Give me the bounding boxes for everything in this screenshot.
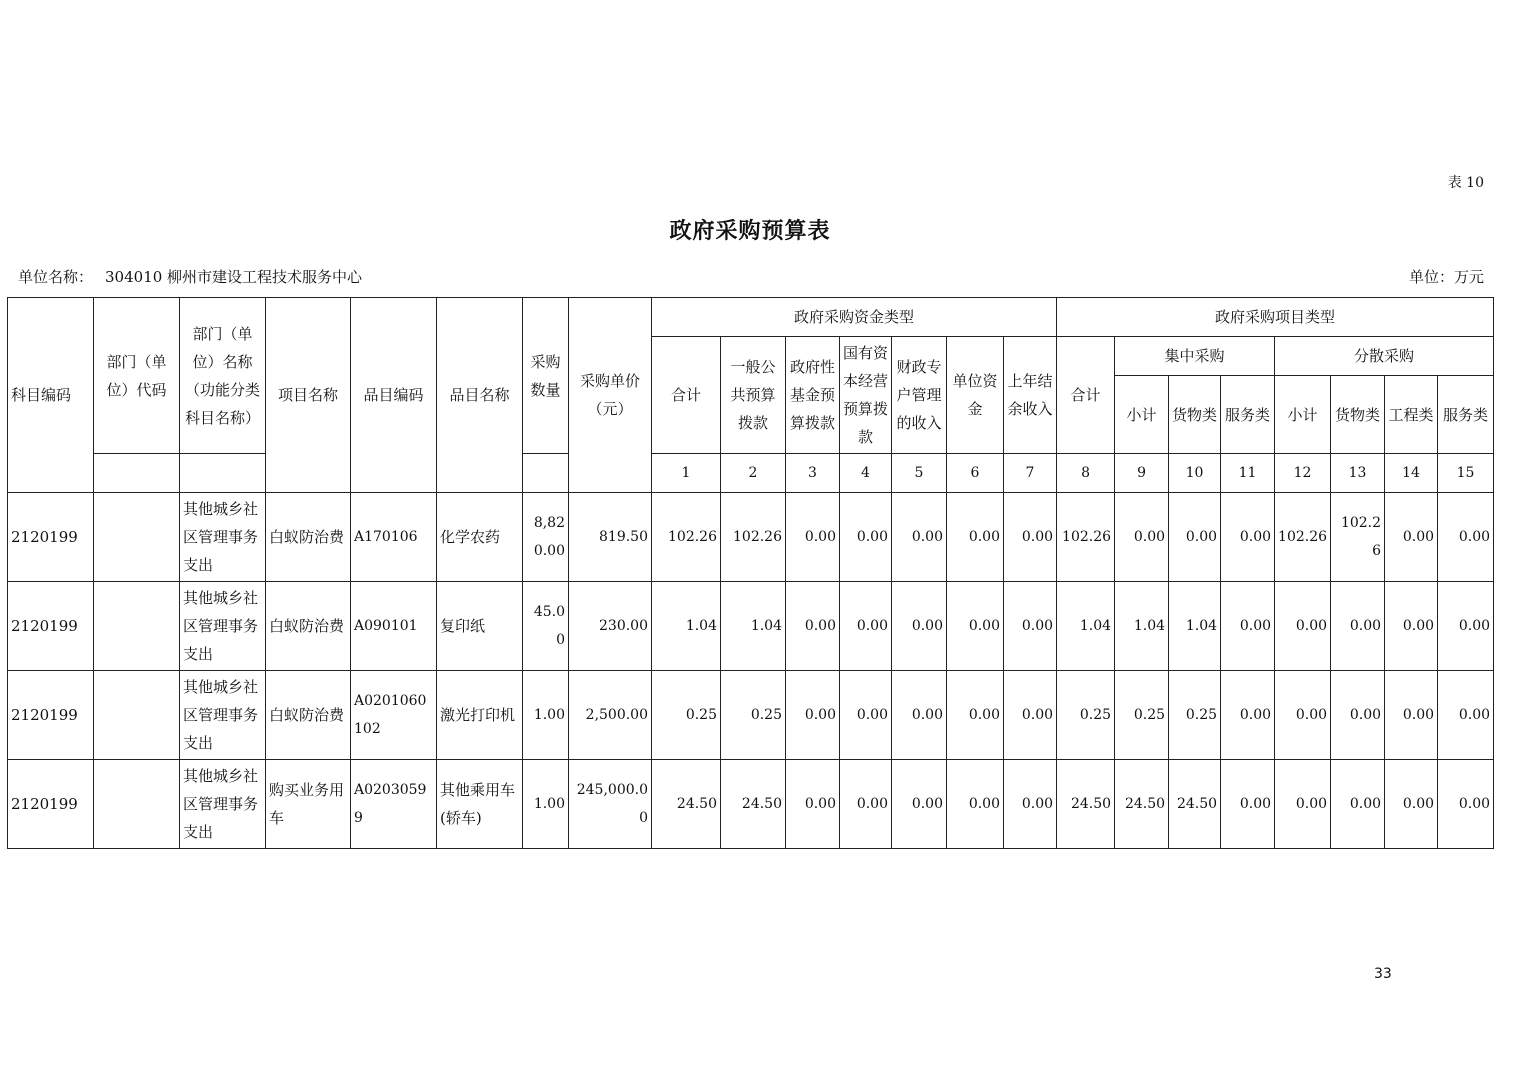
value-cell: 24.50 (1057, 760, 1115, 849)
header-central: 集中采购 (1115, 337, 1275, 376)
header-dispersed-subtotal: 小计 (1275, 376, 1331, 454)
column-number: 5 (892, 454, 947, 493)
subject-code-cell: 2120199 (8, 671, 94, 760)
value-cell: 24.50 (1115, 760, 1169, 849)
column-number: 11 (1221, 454, 1275, 493)
value-cell: 0.00 (947, 671, 1004, 760)
header-unit-price: 采购单价（元） (569, 298, 652, 493)
header-fund-type: 政府采购资金类型 (652, 298, 1057, 337)
header-quantity: 采购数量 (523, 298, 569, 454)
value-cell: 0.25 (721, 671, 786, 760)
dept-name-cell: 其他城乡社区管理事务支出 (180, 493, 266, 582)
value-cell: 0.00 (1275, 671, 1331, 760)
column-number: 12 (1275, 454, 1331, 493)
unit-name (18, 266, 362, 287)
project-name-cell: 购买业务用车 (266, 760, 351, 849)
value-cell: 0.00 (840, 671, 892, 760)
unit-price-cell: 2,500.00 (569, 671, 652, 760)
procurement-budget-table (7, 297, 1494, 849)
table-row (8, 671, 1494, 760)
empty-cell (94, 454, 180, 493)
value-cell: 0.00 (786, 671, 840, 760)
value-cell: 0.00 (786, 760, 840, 849)
column-number: 4 (840, 454, 892, 493)
header-central-subtotal: 小计 (1115, 376, 1169, 454)
value-cell: 102.26 (1057, 493, 1115, 582)
value-cell: 0.00 (1385, 582, 1438, 671)
value-cell: 102.26 (652, 493, 721, 582)
header-dispersed: 分散采购 (1275, 337, 1494, 376)
value-cell: 0.00 (1385, 493, 1438, 582)
column-number: 2 (721, 454, 786, 493)
unit-name-value: 304010 柳州市建设工程技术服务中心 (105, 268, 363, 286)
value-cell: 1.04 (1115, 582, 1169, 671)
value-cell: 0.00 (1438, 760, 1494, 849)
value-cell: 0.00 (840, 582, 892, 671)
item-code-cell: A0201060102 (351, 671, 437, 760)
header-row-4 (8, 454, 1494, 493)
header-gov-fund: 政府性基金预算拨款 (786, 337, 840, 454)
header-item-code: 品目编码 (351, 298, 437, 493)
header-dispersed-services: 服务类 (1438, 376, 1494, 454)
header-fund-total: 合计 (652, 337, 721, 454)
dept-code-cell (94, 671, 180, 760)
value-cell: 102.26 (1331, 493, 1385, 582)
value-cell: 0.00 (1221, 671, 1275, 760)
value-cell: 0.00 (892, 493, 947, 582)
table-number: 表 10 (1447, 175, 1484, 191)
quantity-cell: 45.00 (523, 582, 569, 671)
header-state-capital: 国有资本经营预算拨款 (840, 337, 892, 454)
header-special-income: 财政专户管理的收入 (892, 337, 947, 454)
column-number: 8 (1057, 454, 1115, 493)
item-code-cell: A170106 (351, 493, 437, 582)
column-number: 6 (947, 454, 1004, 493)
value-cell: 0.00 (892, 760, 947, 849)
value-cell: 0.00 (892, 582, 947, 671)
quantity-cell: 8,820.00 (523, 493, 569, 582)
quantity-cell: 1.00 (523, 760, 569, 849)
value-cell: 0.00 (947, 760, 1004, 849)
value-cell: 0.00 (1221, 760, 1275, 849)
value-cell: 0.00 (786, 582, 840, 671)
value-cell: 0.00 (1004, 760, 1057, 849)
empty-cell (180, 454, 266, 493)
value-cell: 0.00 (1221, 582, 1275, 671)
value-cell: 0.00 (1004, 671, 1057, 760)
column-number: 15 (1438, 454, 1494, 493)
value-cell: 24.50 (721, 760, 786, 849)
item-name-cell: 化学农药 (437, 493, 523, 582)
unit-price-cell: 245,000.00 (569, 760, 652, 849)
value-cell: 0.00 (1331, 671, 1385, 760)
column-number: 1 (652, 454, 721, 493)
header-row-1 (8, 298, 1494, 337)
value-cell: 0.25 (1057, 671, 1115, 760)
quantity-cell: 1.00 (523, 671, 569, 760)
header-dispersed-works: 工程类 (1385, 376, 1438, 454)
value-cell: 0.00 (1331, 582, 1385, 671)
empty-cell (523, 454, 569, 493)
subject-code-cell: 2120199 (8, 760, 94, 849)
value-cell: 0.00 (892, 671, 947, 760)
value-cell: 102.26 (721, 493, 786, 582)
value-cell: 1.04 (721, 582, 786, 671)
column-number: 9 (1115, 454, 1169, 493)
dept-name-cell: 其他城乡社区管理事务支出 (180, 760, 266, 849)
header-carryover: 上年结余收入 (1004, 337, 1057, 454)
header-dept-code: 部门（单位）代码 (94, 298, 180, 454)
table-row (8, 493, 1494, 582)
value-cell: 0.00 (1221, 493, 1275, 582)
value-cell: 1.04 (1057, 582, 1115, 671)
value-cell: 0.00 (947, 493, 1004, 582)
dept-code-cell (94, 760, 180, 849)
value-cell: 0.00 (1385, 760, 1438, 849)
value-cell: 0.00 (840, 493, 892, 582)
header-central-services: 服务类 (1221, 376, 1275, 454)
header-dispersed-goods: 货物类 (1331, 376, 1385, 454)
header-subject-code: 科目编码 (8, 298, 94, 493)
value-cell: 0.00 (786, 493, 840, 582)
value-cell: 0.25 (1115, 671, 1169, 760)
item-name-cell: 激光打印机 (437, 671, 523, 760)
header-unit-fund: 单位资金 (947, 337, 1004, 454)
project-name-cell: 白蚁防治费 (266, 582, 351, 671)
header-project-type: 政府采购项目类型 (1057, 298, 1494, 337)
value-cell: 0.00 (840, 760, 892, 849)
value-cell: 0.00 (1275, 760, 1331, 849)
header-proj-total: 合计 (1057, 337, 1115, 454)
value-cell: 0.25 (652, 671, 721, 760)
value-cell: 0.00 (1438, 582, 1494, 671)
subject-code-cell: 2120199 (8, 493, 94, 582)
value-cell: 0.00 (1169, 493, 1221, 582)
value-cell: 0.00 (1438, 493, 1494, 582)
table-row (8, 760, 1494, 849)
column-number: 7 (1004, 454, 1057, 493)
unit-price-cell: 230.00 (569, 582, 652, 671)
value-cell: 102.26 (1275, 493, 1331, 582)
page-number: 33 (1374, 966, 1392, 982)
header-item-name: 品目名称 (437, 298, 523, 493)
project-name-cell: 白蚁防治费 (266, 493, 351, 582)
value-cell: 0.00 (1331, 760, 1385, 849)
header-dept-name: 部门（单位）名称（功能分类科目名称） (180, 298, 266, 454)
value-cell: 1.04 (652, 582, 721, 671)
item-code-cell: A090101 (351, 582, 437, 671)
value-cell: 0.00 (947, 582, 1004, 671)
header-central-goods: 货物类 (1169, 376, 1221, 454)
value-cell: 0.00 (1438, 671, 1494, 760)
dept-code-cell (94, 582, 180, 671)
value-cell: 0.25 (1169, 671, 1221, 760)
item-name-cell: 其他乘用车(轿车) (437, 760, 523, 849)
currency-unit: 单位：万元 (1408, 268, 1484, 286)
dept-name-cell: 其他城乡社区管理事务支出 (180, 582, 266, 671)
value-cell: 24.50 (1169, 760, 1221, 849)
unit-price-cell: 819.50 (569, 493, 652, 582)
unit-name-label: 单位名称： (18, 268, 94, 286)
dept-code-cell (94, 493, 180, 582)
value-cell: 0.00 (1004, 582, 1057, 671)
value-cell: 0.00 (1004, 493, 1057, 582)
page-title: 政府采购预算表 (669, 218, 831, 244)
project-name-cell: 白蚁防治费 (266, 671, 351, 760)
item-code-cell: A02030599 (351, 760, 437, 849)
header-project-name: 项目名称 (266, 298, 351, 493)
column-number: 10 (1169, 454, 1221, 493)
subject-code-cell: 2120199 (8, 582, 94, 671)
item-name-cell: 复印纸 (437, 582, 523, 671)
dept-name-cell: 其他城乡社区管理事务支出 (180, 671, 266, 760)
column-number: 14 (1385, 454, 1438, 493)
value-cell: 1.04 (1169, 582, 1221, 671)
value-cell: 0.00 (1385, 671, 1438, 760)
column-number: 13 (1331, 454, 1385, 493)
header-general-budget: 一般公共预算拨款 (721, 337, 786, 454)
value-cell: 0.00 (1115, 493, 1169, 582)
table-row (8, 582, 1494, 671)
value-cell: 24.50 (652, 760, 721, 849)
value-cell: 0.00 (1275, 582, 1331, 671)
column-number: 3 (786, 454, 840, 493)
